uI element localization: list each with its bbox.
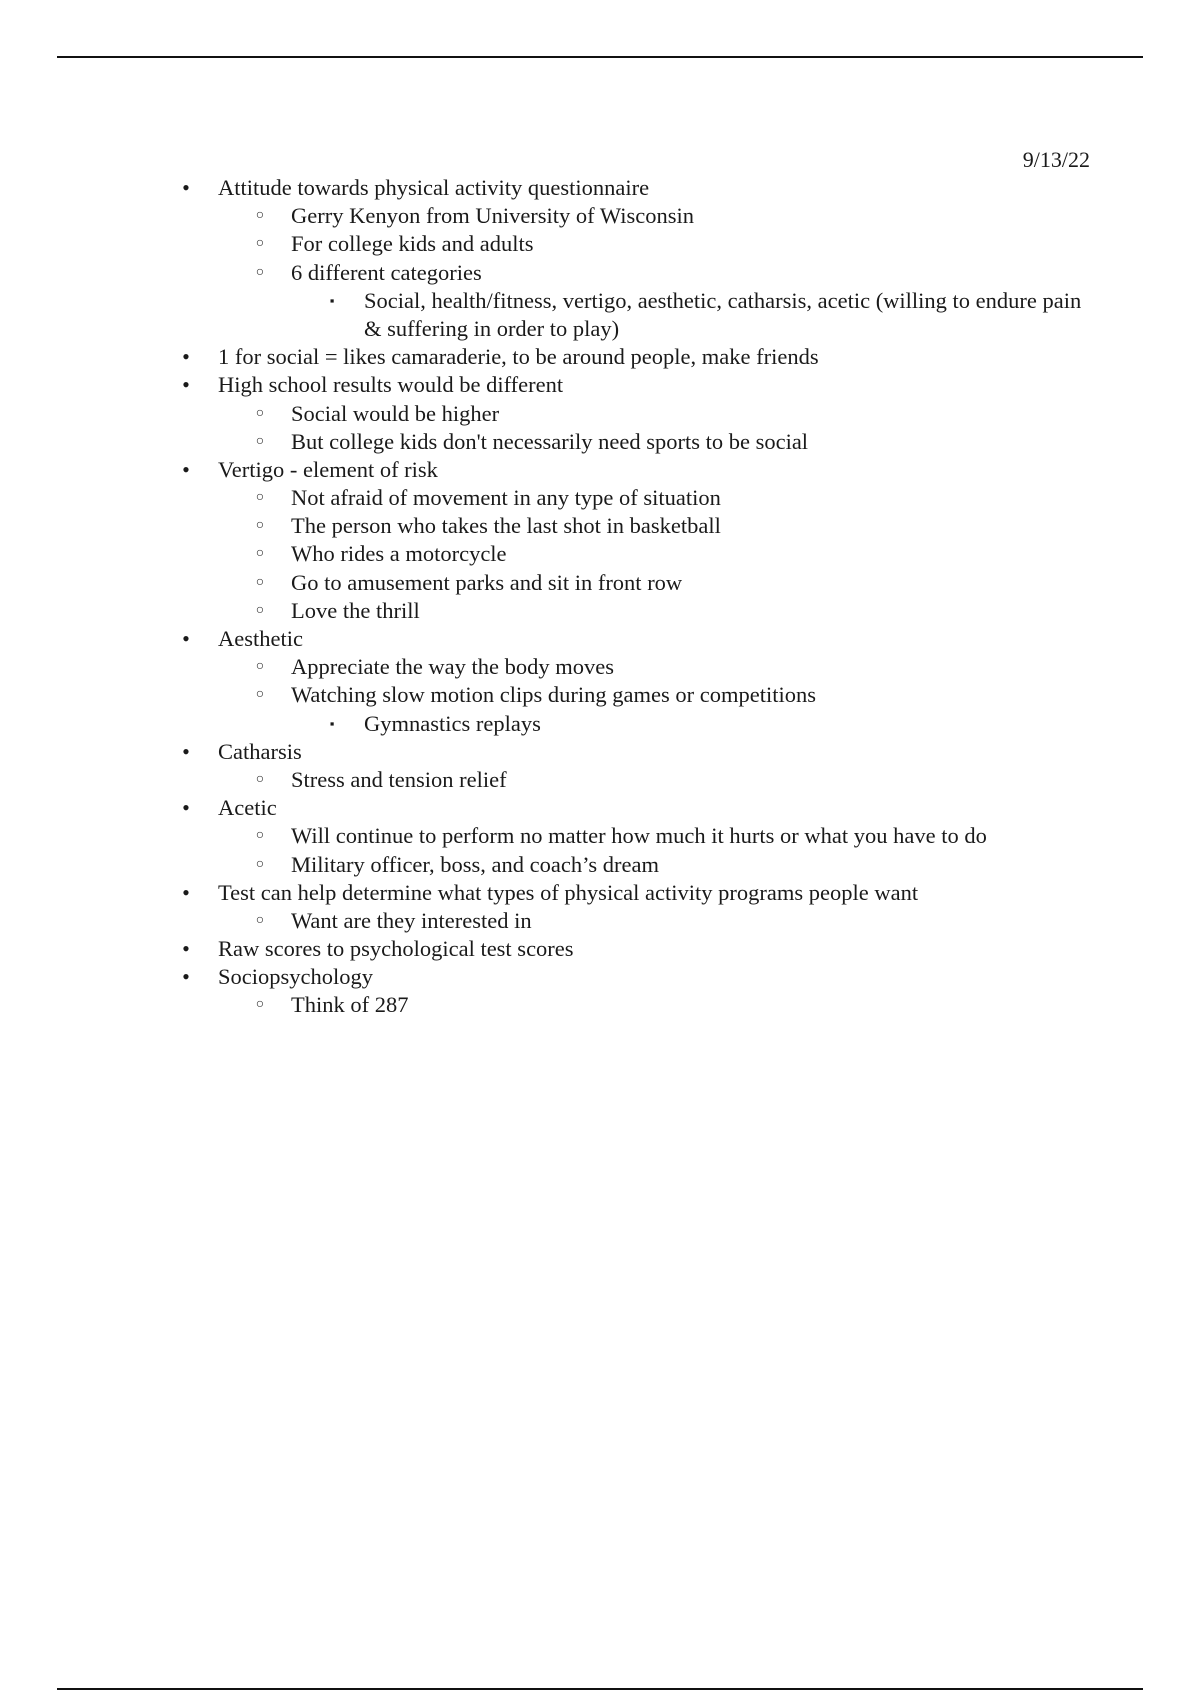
list-item-text: For college kids and adults <box>291 231 534 257</box>
list-item-text: Gymnastics replays <box>364 710 541 736</box>
list-item-text: Attitude towards physical activity questionnaire <box>218 175 650 200</box>
list-item <box>0 991 1200 1019</box>
bullet-icon: • <box>182 879 190 905</box>
bullet-icon: • <box>182 175 190 200</box>
list-item-text: Watching slow motion clips during games or competitions <box>291 682 816 708</box>
list-item <box>0 174 1200 202</box>
list-item-text: Gerry Kenyon from University of Wisconsin <box>291 203 694 229</box>
circle-bullet-icon: ○ <box>255 997 265 1013</box>
list-item-text: Social would be higher <box>291 400 500 426</box>
list-item-text: Raw scores to psychological test scores <box>218 936 574 962</box>
circle-bullet-icon: ○ <box>255 236 265 252</box>
list-item <box>0 259 1200 287</box>
list-item <box>0 456 1200 484</box>
circle-bullet-icon: ○ <box>255 208 265 224</box>
circle-bullet-icon: ○ <box>255 433 265 449</box>
list-item-text: Want are they interested in <box>291 907 532 933</box>
list-item-text: Appreciate the way the body moves <box>291 654 615 680</box>
note-date: 9/13/22 <box>1022 147 1090 172</box>
list-item <box>0 230 1200 258</box>
bullet-icon: • <box>182 795 190 821</box>
list-item-text: Aesthetic <box>218 626 303 652</box>
list-item <box>0 766 1200 794</box>
list-item <box>0 371 1200 399</box>
list-item-text: Not afraid of movement in any type of situation <box>291 485 721 511</box>
circle-bullet-icon: ○ <box>255 405 265 421</box>
list-item <box>0 569 1200 597</box>
list-item-text: Social, health/fitness, vertigo, aesthetic, catharsis, acetic (willing to endure pain & suffering in order to play) <box>364 287 1082 341</box>
list-item <box>0 710 1200 738</box>
list-item <box>0 343 1200 371</box>
list-item <box>0 907 1200 935</box>
list-item-text: Vertigo - element of risk <box>218 456 438 482</box>
bullet-icon: • <box>182 626 190 652</box>
list-item-text: Think of 287 <box>291 992 409 1018</box>
list-item-text: Who rides a motorcycle <box>291 541 507 567</box>
circle-bullet-icon: ○ <box>255 490 265 506</box>
list-item <box>0 287 1200 343</box>
list-item-text: But college kids don't necessarily need sports to be social <box>291 428 809 454</box>
bullet-icon: • <box>182 372 190 398</box>
list-item <box>0 963 1200 991</box>
circle-bullet-icon: ○ <box>255 574 265 590</box>
list-item <box>0 540 1200 568</box>
list-item <box>0 879 1200 907</box>
list-item <box>0 597 1200 625</box>
bullet-icon: • <box>182 936 190 962</box>
list-item-text: Catharsis <box>218 738 302 764</box>
list-item-text: Go to amusement parks and sit in front row <box>291 569 683 595</box>
list-item-text: 1 for social = likes camaraderie, to be around people, make friends <box>218 344 819 370</box>
list-item-text: Sociopsychology <box>218 964 373 990</box>
bullet-icon: • <box>182 456 190 482</box>
list-item-text: High school results would be different <box>218 372 564 398</box>
list-item-text: Will continue to perform no matter how much it hurts or what you have to do <box>291 823 987 849</box>
circle-bullet-icon: ○ <box>255 659 265 675</box>
circle-bullet-icon: ○ <box>255 828 265 844</box>
list-item-text: Acetic <box>218 795 277 821</box>
list-item <box>0 822 1200 850</box>
top-rule <box>57 56 1143 58</box>
circle-bullet-icon: ○ <box>255 518 265 534</box>
list-item <box>0 484 1200 512</box>
bullet-icon: • <box>182 738 190 764</box>
list-item <box>0 653 1200 681</box>
bullet-icon: • <box>182 964 190 990</box>
circle-bullet-icon: ○ <box>255 602 265 618</box>
circle-bullet-icon: ○ <box>255 771 265 787</box>
list-item-text: Love the thrill <box>291 597 420 623</box>
circle-bullet-icon: ○ <box>255 687 265 703</box>
list-item <box>0 512 1200 540</box>
list-item-text: The person who takes the last shot in basketball <box>291 513 721 539</box>
circle-bullet-icon: ○ <box>255 912 265 928</box>
list-item <box>0 738 1200 766</box>
list-item <box>0 400 1200 428</box>
circle-bullet-icon: ○ <box>255 856 265 872</box>
square-bullet-icon: ▪ <box>329 715 335 731</box>
list-item <box>0 681 1200 709</box>
bottom-rule <box>57 1688 1143 1690</box>
list-item <box>0 794 1200 822</box>
list-item <box>0 202 1200 230</box>
list-item <box>0 428 1200 456</box>
list-item <box>0 935 1200 963</box>
list-item-text: Military officer, boss, and coach’s dream <box>291 851 659 877</box>
notes-list <box>0 174 1200 1020</box>
list-item-text: Stress and tension relief <box>291 766 507 792</box>
list-item <box>0 851 1200 879</box>
bullet-icon: • <box>182 344 190 370</box>
circle-bullet-icon: ○ <box>255 264 265 280</box>
list-item-text: 6 different categories <box>291 259 482 285</box>
square-bullet-icon: ▪ <box>329 292 335 308</box>
list-item-text: Test can help determine what types of physical activity programs people want <box>218 879 919 905</box>
circle-bullet-icon: ○ <box>255 546 265 562</box>
list-item <box>0 625 1200 653</box>
